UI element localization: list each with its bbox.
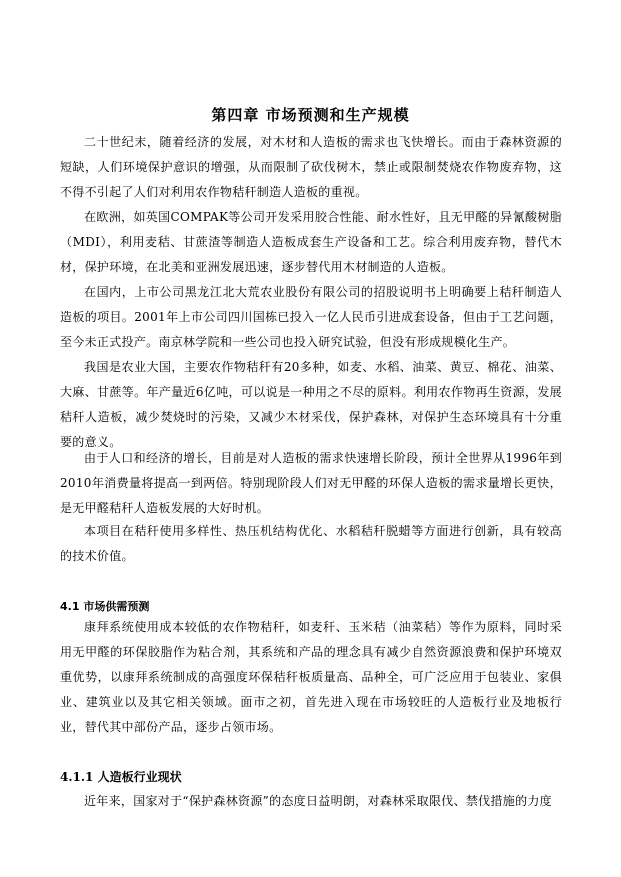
- paragraph-europe: 在欧洲，如英国COMPAK等公司开发采用胶合性能、耐水性好，且无甲醛的异氰酸树脂（MDI），利用麦秸、甘蔗渣等制造人造板成套生产设备和工艺。综合利用废弃物，替代木材，保护环境，在北美和亚洲发展迅速，逐步替代用木材制造的人造板。: [60, 210, 562, 274]
- paragraph-agriculture: 我国是农业大国，主要农作物秸秆有20多种，如麦、水稻、油菜、黄豆、棉花、油菜、大麻、甘蔗等。年产量近6亿吨，可以说是一种用之不尽的原料。利用农作物再生资源，发展秸秆人造板，减少焚烧时的污染，又减少木材采伐，保护森林，对保护生态环境具有十分重要的意义。: [60, 360, 562, 449]
- paragraph-industry-status: 近年来，国家对于“保护森林资源”的态度日益明朗，对森林采取限伐、禁伐措施的力度: [84, 794, 552, 808]
- paragraph-market-forecast: 康拜系统使用成本较低的农作物秸秆，如麦秆、玉米秸（油菜秸）等作为原料，同时采用无甲醛的环保胶脂作为粘合剂，其系统和产品的理念具有减少自然资源浪费和保护环境双重优势，以康拜系统制成的高强度环保秸秆板质量高、品种全，可广泛应用于包装业、家俱业、建筑业以及其它相关领域。面市之初，首先进入现在市场较旺的人造板行业及地板行业，替代其中部份产品，逐步占领市场。: [60, 620, 562, 734]
- paragraph-growth: 由于人口和经济的增长，目前是对人造板的需求快速增长阶段，预计全世界从1996年到2010年消费量将提高一到两倍。特别现阶段人们对无甲醛的环保人造板的需求量增长更快，是无甲醛秸秆人造板发展的大好时机。: [60, 451, 562, 515]
- paragraph-domestic: 在国内，上市公司黑龙江北大荒农业股份有限公司的招股说明书上明确要上秸秆制造人造板的项目。2001年上市公司四川国栋已投入一亿人民币引进成套设备，但由于工艺问题，至今未正式投产。南京林学院和一些公司也投入研究试验，但没有形成规模化生产。: [60, 285, 562, 349]
- paragraph-intro: 二十世纪末，随着经济的发展，对木材和人造板的需求也飞快增长。而由于森林资源的短缺，人们环境保护意识的增强，从而限制了砍伐树木，禁止或限制焚烧农作物废弃物，这不得不引起了人们对利用农作物秸秆制造人造板的重视。: [60, 135, 562, 199]
- paragraph-innovation: 本项目在秸秆使用多样性、热压机结构优化、水稻秸秆脱蜡等方面进行创新，具有较高的技术价值。: [60, 524, 562, 563]
- section-heading-4-1: 4.1 市场供需预测: [60, 600, 150, 613]
- section-heading-4-1-1: 4.1.1 人造板行业现状: [60, 770, 182, 784]
- chapter-title: 第四章 市场预测和生产规模: [211, 106, 410, 124]
